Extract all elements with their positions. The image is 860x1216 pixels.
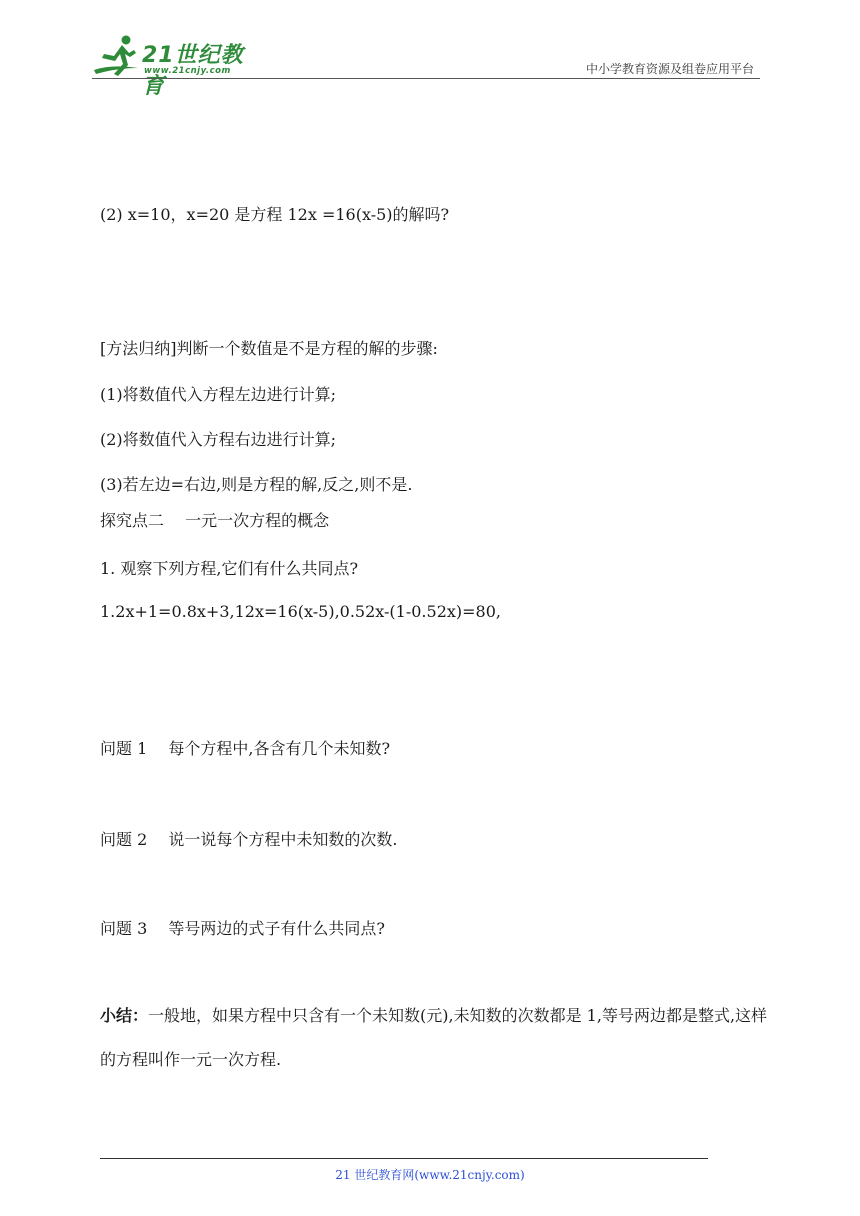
question-2-text: (2) x=10，x=20 是方程 12x =16(x-5)的解吗? [100,205,450,224]
summary-paragraph [100,994,776,1082]
logo-url: www.21cnjy.com [144,66,231,76]
equation-list: 1.2x+1=0.8x+3,12x=16(x-5),0.52x-(1-0.52x)=80, [100,602,501,621]
summary-text: 一般地，如果方程中只含有一个未知数(元),未知数的次数都是 1,等号两边都是整式,这样的方程叫作一元一次方程. [100,1006,768,1069]
footer-divider [100,1158,708,1159]
question-1: 问题 1 每个方程中,各含有几个未知数? [100,739,391,758]
method-step-2: (2)将数值代入方程右边进行计算; [100,430,337,449]
page-header [92,28,760,99]
question-2: 问题 2 说一说每个方程中未知数的次数. [100,830,398,849]
observe-instruction: 1. 观察下列方程,它们有什么共同点? [100,559,359,578]
section-title: 探究点二 一元一次方程的概念 [100,511,330,530]
method-step-3: (3)若左边=右边,则是方程的解,反之,则不是. [100,475,413,494]
question-3: 问题 3 等号两边的式子有什么共同点? [100,919,385,938]
summary-label: 小结： [100,1006,149,1025]
header-divider [92,78,760,79]
logo [92,34,262,99]
footer-text: 21 世纪教育网(www.21cnjy.com) [335,1168,525,1182]
method-title: [方法归纳]判断一个数值是不是方程的解的步骤: [100,339,438,358]
header-title: 中小学教育资源及组卷应用平台 [585,62,754,76]
logo-text: 21世纪教育 [142,43,244,99]
method-step-1: (1)将数值代入方程左边进行计算; [100,385,337,404]
runner-icon [92,34,142,78]
